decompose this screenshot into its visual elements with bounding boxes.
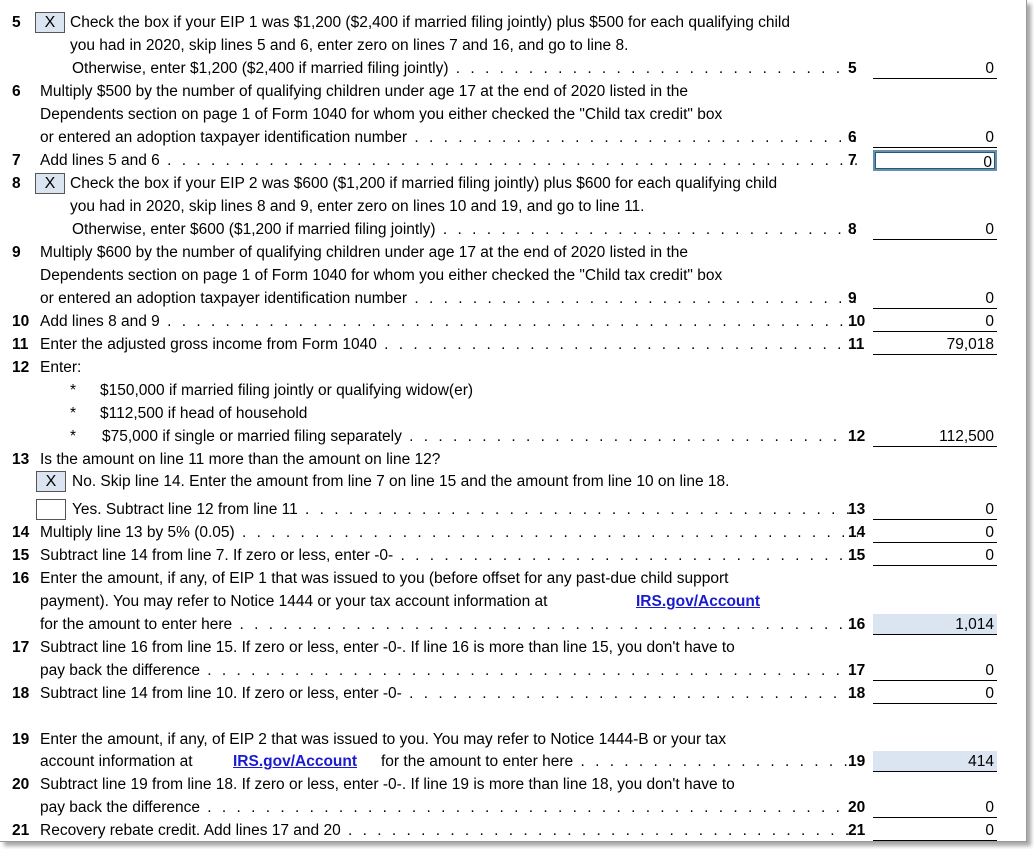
line-number: 19 (12, 731, 30, 748)
line-label: 11 (848, 336, 865, 353)
line-19-entry (0, 751, 1026, 774)
line-label: 13 (848, 501, 866, 518)
line-15-row (0, 545, 1026, 568)
line-18-row (0, 683, 1026, 706)
line-8-row (0, 173, 1026, 196)
line-label: 18 (848, 685, 866, 702)
line-10-field[interactable]: 0 (873, 311, 997, 332)
line-label: 19 (848, 753, 866, 770)
line-16-entry (0, 614, 1026, 637)
line-label: 12 (848, 428, 866, 445)
line-label: 7 (848, 152, 857, 169)
line-text: Add lines 8 and 9 . . . (40, 313, 858, 331)
line-label: 9 (848, 290, 857, 307)
line-text: Multiply $600 by the number of qualifying children under age 17 at the end of 2020 listed in the (40, 244, 688, 261)
line-13-row (0, 449, 1026, 472)
line-text: Multiply $500 by the number of qualifying children under age 17 at the end of 2020 listed in the (40, 83, 688, 100)
line-text: or entered an adoption taxpayer identification number . . . (40, 129, 858, 147)
no-checkbox[interactable]: X (36, 471, 66, 492)
line-text: you had in 2020, skip lines 8 and 9, enter zero on lines 10 and 19, and go to line 11. (70, 198, 645, 215)
line-text: or entered an adoption taxpayer identification number . . . (40, 290, 858, 308)
line-17-entry (0, 660, 1026, 683)
line-14-row (0, 522, 1026, 545)
line-21-field[interactable]: 0 (873, 820, 997, 841)
line-text: Multiply line 13 by 5% (0.05) . . . (40, 524, 858, 542)
line-16-row (0, 568, 1026, 591)
line-text: payment). You may refer to Notice 1444 or your tax account information at (40, 593, 548, 610)
line-number: 18 (12, 685, 30, 702)
line-text: Subtract line 14 from line 7. If zero or less, enter -0- . . . (40, 547, 858, 565)
eip2-checkbox[interactable]: X (35, 173, 65, 194)
line-label: 8 (848, 221, 857, 238)
line-text: pay back the difference . . . (40, 662, 858, 680)
line-8-field[interactable]: 0 (873, 219, 997, 240)
line-text: you had in 2020, skip lines 5 and 6, enter zero on lines 7 and 16, and go to line 8. (70, 37, 629, 54)
line-8-entry (0, 219, 1026, 242)
line-14-field[interactable]: 0 (873, 522, 997, 543)
line-number: 21 (12, 822, 30, 839)
line-label: 16 (848, 616, 866, 633)
line-9-field[interactable]: 0 (873, 288, 997, 309)
line-6-field[interactable]: 0 (873, 127, 997, 148)
line-6-entry (0, 127, 1026, 150)
line-text: for the amount to enter here . . . (381, 753, 858, 771)
line-16-field[interactable]: 1,014 (873, 614, 997, 635)
line-number: 12 (12, 359, 30, 376)
line-text: No. Skip line 14. Enter the amount from line 7 on line 15 and the amount from line 10 on line 18. (72, 473, 730, 490)
line-number: 8 (12, 175, 21, 192)
bullet-icon: * (70, 428, 77, 445)
line-15-field[interactable]: 0 (873, 545, 997, 566)
line-label: 14 (848, 524, 866, 541)
line-number: 20 (12, 776, 30, 793)
line-12-row (0, 357, 1026, 380)
line-text: Subtract line 16 from line 15. If zero or less, enter -0-. If line 16 is more than line 15, you don't have to (40, 639, 735, 656)
line-13-no-row (0, 471, 1026, 494)
line-number: 6 (12, 83, 21, 100)
bullet-icon: * (70, 405, 77, 422)
line-label: 10 (848, 313, 866, 330)
line-13-entry (0, 499, 1026, 522)
line-text: Otherwise, enter $600 ($1,200 if married filing jointly) . . . (72, 221, 858, 239)
line-13-field[interactable]: 0 (873, 499, 997, 520)
line-number: 10 (12, 313, 30, 330)
line-label: 15 (848, 547, 866, 564)
line-12-field[interactable]: 112,500 (873, 426, 997, 447)
line-text: $150,000 if married filing jointly or qualifying widow(er) (100, 382, 474, 399)
eip1-checkbox[interactable]: X (35, 12, 65, 33)
line-11-row (0, 334, 1026, 357)
line-label: 21 (848, 822, 866, 839)
line-17-field[interactable]: 0 (873, 660, 997, 681)
line-text: Dependents section on page 1 of Form 1040 for whom you either checked the "Child tax credit" box (40, 106, 723, 123)
line-20-field[interactable]: 0 (873, 797, 997, 818)
line-21-row (0, 820, 1026, 843)
irs-account-link[interactable]: IRS.gov/Account (636, 593, 761, 610)
line-text: Otherwise, enter $1,200 ($2,400 if married filing jointly) . . . (72, 60, 858, 78)
line-text: $112,500 if head of household (100, 405, 308, 422)
line-5-field[interactable]: 0 (873, 58, 997, 79)
line-12-entry (0, 426, 1026, 449)
line-text: Yes. Subtract line 12 from line 11 . . . (72, 501, 858, 519)
line-text: for the amount to enter here . . . (40, 616, 858, 634)
line-number: 5 (12, 14, 21, 31)
line-5-row (0, 12, 1026, 35)
line-number: 13 (12, 451, 30, 468)
line-9-entry (0, 288, 1026, 311)
line-text: Enter: (40, 359, 82, 376)
line-6-row (0, 81, 1026, 104)
line-5-entry (0, 58, 1026, 81)
line-11-field[interactable]: 79,018 (873, 334, 997, 355)
line-text: Add lines 5 and 6 . . . (40, 152, 858, 170)
line-number: 11 (12, 336, 29, 353)
line-text: Recovery rebate credit. Add lines 17 and 20 . . . (40, 822, 858, 840)
line-text: Is the amount on line 11 more than the amount on line 12? (40, 451, 441, 468)
line-text: Check the box if your EIP 2 was $600 ($1,200 if married filing jointly) plus $600 for each qualifying child (70, 175, 778, 192)
line-7-field[interactable]: 0 (873, 150, 997, 171)
line-number: 15 (12, 547, 30, 564)
line-20-entry (0, 797, 1026, 820)
line-text: Subtract line 19 from line 18. If zero or less, enter -0-. If line 19 is more than line 18, you don't have to (40, 776, 735, 793)
line-19-row (0, 729, 1026, 752)
line-label: 20 (848, 799, 866, 816)
line-text: account information at (40, 753, 193, 770)
line-7-row (0, 150, 1026, 173)
line-label: 6 (848, 129, 857, 146)
line-number: 7 (12, 152, 21, 169)
line-text: Enter the amount, if any, of EIP 2 that was issued to you. You may refer to Notice 1444-B or your tax (40, 731, 727, 748)
line-text: pay back the difference . . . (40, 799, 858, 817)
line-text: Check the box if your EIP 1 was $1,200 ($2,400 if married filing jointly) plus $500 for each qualifying child (70, 14, 791, 31)
irs-account-link[interactable]: IRS.gov/Account (233, 753, 358, 770)
yes-checkbox[interactable] (36, 499, 66, 520)
line-number: 14 (12, 524, 30, 541)
line-text: Dependents section on page 1 of Form 1040 for whom you either checked the "Child tax credit" box (40, 267, 723, 284)
line-10-row (0, 311, 1026, 334)
line-20-row (0, 774, 1026, 797)
line-number: 9 (12, 244, 21, 261)
line-text: Subtract line 14 from line 10. If zero or less, enter -0- . . . (40, 685, 858, 703)
bullet-icon: * (70, 382, 77, 399)
line-label: 17 (848, 662, 866, 679)
line-19-field[interactable]: 414 (873, 751, 997, 772)
line-text: Enter the amount, if any, of EIP 1 that was issued to you (before offset for any past-due child support (40, 570, 729, 587)
line-18-field[interactable]: 0 (873, 683, 997, 704)
line-number: 17 (12, 639, 30, 656)
line-17-row (0, 637, 1026, 660)
line-9-row (0, 242, 1026, 265)
line-text: $75,000 if single or married filing separately . . . (102, 428, 858, 446)
line-number: 16 (12, 570, 30, 587)
line-label: 5 (848, 60, 857, 77)
line-text: Enter the adjusted gross income from Form 1040 . . . (40, 336, 858, 354)
